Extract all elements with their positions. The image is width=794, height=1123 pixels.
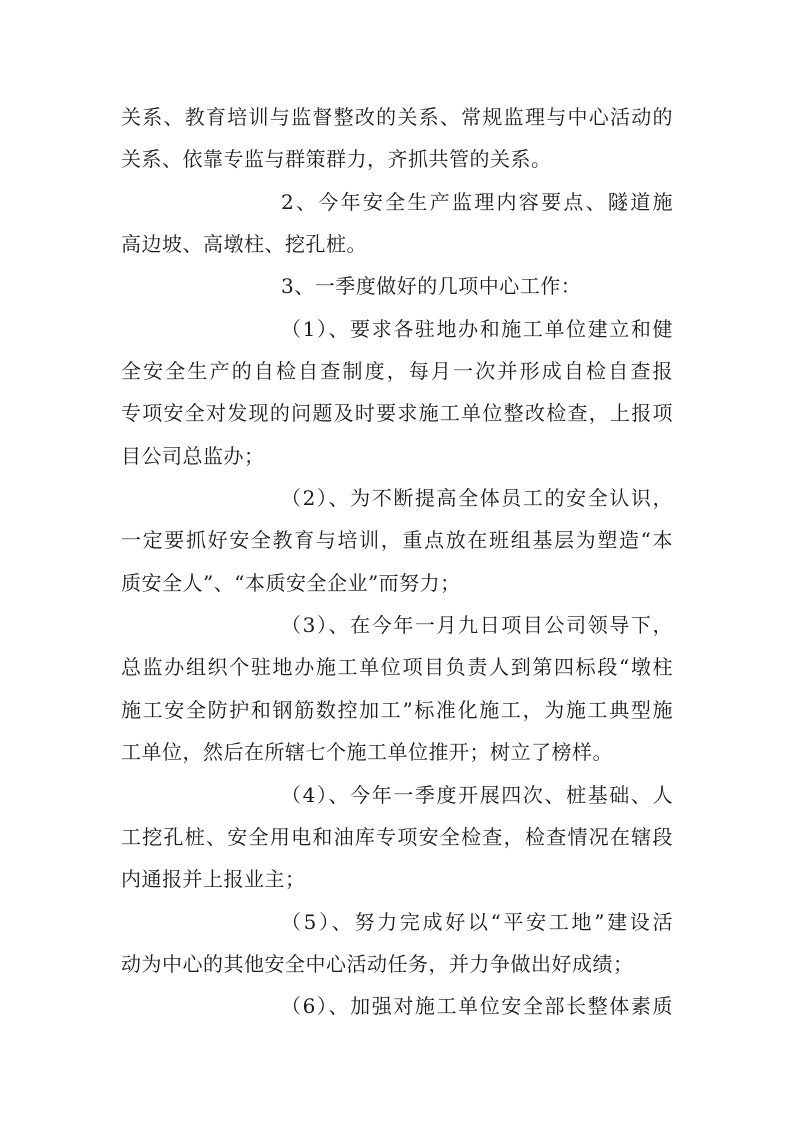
text-line: （4）、今年一季度开展四次、桩基础、人 (281, 782, 673, 807)
text-line: 动为中心的其他安全中心活动任务，并力争做出好成绩； (121, 951, 634, 976)
paragraph-sub-4 (121, 774, 673, 901)
text-line: 施工安全防护和钢筋数控加工”标准化施工，为施工典型施 (121, 697, 673, 722)
text-line: 全安全生产的自检自查制度，每月一次并形成自检自查报 (121, 359, 673, 384)
paragraph-sub-5 (121, 901, 673, 986)
paragraph-sub-2 (121, 477, 673, 604)
text-line: 专项安全对发现的问题及时要求施工单位整改检查，上报项 (121, 401, 673, 426)
paragraph-sub-1 (121, 308, 673, 477)
text-line: 关系、教育培训与监督整改的关系、常规监理与中心活动的 (121, 105, 673, 129)
text-line: （6）、加强对施工单位安全部长整体素质 (281, 994, 673, 1019)
text-line: （2）、为不断提高全体员工的安全认识， (281, 486, 673, 511)
text-line: 2、今年安全生产监理内容要点、隧道施 (281, 189, 673, 214)
text-line: 目公司总监办； (121, 443, 265, 468)
text-line: 3、一季度做好的几项中心工作： (281, 274, 582, 299)
text-line: 工挖孔桩、安全用电和油库专项安全检查，检查情况在辖段 (121, 824, 673, 849)
text-line: 一定要抓好安全教育与培训，重点放在班组基层为塑造“本 (121, 528, 673, 553)
text-line: 高边坡、高墩柱、挖孔桩。 (121, 232, 367, 257)
paragraph-continued (121, 96, 673, 181)
text-line: 质安全人”、“本质安全企业”而努力； (121, 570, 461, 595)
document-body (121, 96, 673, 1028)
text-line: 总监办组织个驻地办施工单位项目负责人到第四标段“墩柱 (121, 655, 673, 680)
text-line: （1）、要求各驻地办和施工单位建立和健 (281, 316, 673, 341)
paragraph-sub-6 (121, 985, 673, 1027)
text-line: （3）、在今年一月九日项目公司领导下， (281, 613, 673, 638)
text-line: 内通报并上报业主； (121, 867, 306, 892)
text-line: （5）、努力完成好以“平安工地”建设活 (281, 909, 673, 934)
text-line: 关系、依靠专监与群策群力，齐抓共管的关系。 (121, 147, 552, 172)
text-line: 工单位，然后在所辖七个施工单位推开；树立了榜样。 (121, 740, 613, 765)
paragraph-item-3 (121, 265, 673, 307)
paragraph-item-2 (121, 181, 673, 266)
paragraph-sub-3 (121, 604, 673, 773)
